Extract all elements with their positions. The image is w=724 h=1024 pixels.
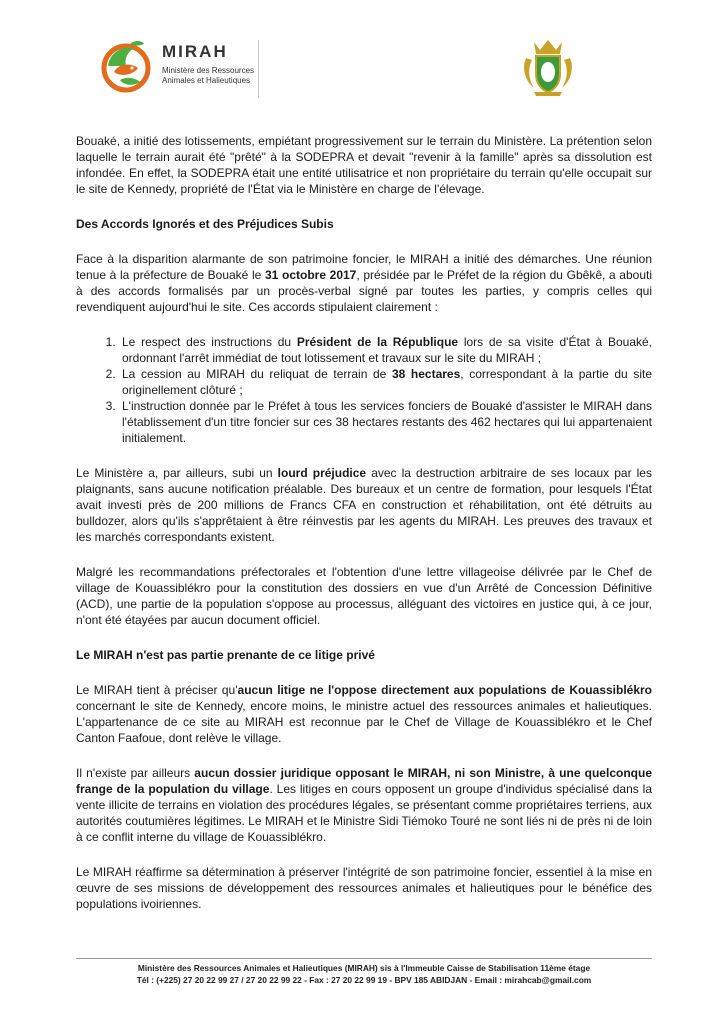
footer-contacts: Tél : (+225) 27 20 22 99 27 / 27 20 22 99 22 - Fax : 27 20 22 99 19 - BPV 185 ABIDJAN - Email : mirahcab@gmail.com bbox=[136, 975, 592, 985]
paragraph-6 bbox=[76, 765, 652, 845]
coat-of-arms-icon bbox=[516, 36, 580, 100]
document-body bbox=[76, 133, 652, 931]
emphasis: lourd préjudice bbox=[277, 466, 367, 480]
logo-name: MIRAH bbox=[162, 42, 228, 61]
text-span: , correspondant à la partie du site originellement clôturé ; bbox=[122, 367, 653, 397]
logo-subtitle-line-1: Ministère des Ressources bbox=[162, 66, 255, 75]
logo-subtitle bbox=[162, 66, 254, 86]
text-span: lors de sa visite d'État à Bouaké, ordonnant l'arrêt immédiat de tout lotissement et travaux sur le site du MIRAH ; bbox=[122, 335, 652, 365]
text-span: Face à la disparition alarmante de son patrimoine foncier, le MIRAH a initié des démarches. Une réunion tenue à la préfecture de Bouaké le bbox=[76, 252, 652, 282]
emphasis: Président de la République bbox=[296, 335, 459, 349]
logo-subtitle-line-2: Animales et Halieutiques bbox=[162, 76, 251, 85]
text-span: Le Ministère a, par ailleurs, subi un bbox=[76, 466, 278, 480]
paragraph-3 bbox=[76, 465, 652, 545]
text-span: La cession au MIRAH du reliquat de terrain de bbox=[122, 367, 392, 381]
letterhead bbox=[0, 0, 724, 115]
paragraph-7: Le MIRAH réaffirme sa détermination à préserver l'intégrité de son patrimoine foncier, essentiel à la mise en œuvre de ses missions de développement des ressources animales et halieutiques pour le bénéfice des populations ivoiriennes. bbox=[76, 865, 652, 911]
list-item bbox=[119, 334, 652, 366]
accords-list bbox=[76, 334, 652, 446]
emphasis: aucun dossier juridique opposant le MIRAH, ni son Ministre, à une quelconque frange de la population du village bbox=[76, 766, 652, 796]
section-heading-litige: Le MIRAH n'est pas partie prenante de ce litige privé bbox=[76, 648, 375, 662]
footer bbox=[76, 962, 652, 986]
text-span: . Les litiges en cours opposent un groupe d'individus spécialisé dans la vente illicite de terrains en violation des procédures légales, se présentant comme propriétaires terriens, aux autorités coutumières légitimes. Le MIRAH et le Ministre Sidi Tiémoko Touré ne sont liés ni de près ni de loin à ce conflit interne du village de Kouassiblékro. bbox=[76, 782, 653, 844]
text-span: , présidée par le Préfet de la région du Gbêkê, a abouti à des accords formalisés par un procès-verbal signé par toutes les parties, y compris celles qui revendiquent aujourd'hui le site. Ces accords stipulaient clairement : bbox=[76, 268, 652, 314]
emphasis: 38 hectares bbox=[391, 367, 461, 381]
text-span: concernant le site de Kennedy, encore moins, le ministre actuel des ressources animales et halieutiques. L'appartenance de ce site au MIRAH est reconnue par le Chef de Village de Kouassiblékro et le Chef Canton Faafoue, dont relève le village. bbox=[76, 699, 652, 745]
paragraph-1: Bouaké, a initié des lotissements, empiétant progressivement sur le terrain du Ministère. La prétention selon laquelle le terrain aurait été "prêté" à la SODEPRA et devait "revenir à la famille" après sa dissolution est infondée. En effet, la SODEPRA était une entité utilisatrice et non propriétaire du terrain qu'elle occupait sur le site de Kennedy, propriété de l'État via le Ministère en charge de l'élevage. bbox=[76, 134, 652, 196]
text-span: Le MIRAH tient à préciser qu' bbox=[76, 683, 238, 697]
paragraph-4: Malgré les recommandations préfectorales et l'obtention d'une lettre villageoise délivrée par le Chef de village de Kouassiblékro pour la constitution des dossiers en vue d'un Arrêté de Concession Définitive (ACD), une partie de la population s'oppose au processus, alléguant des victoires en justice qui, à ce jour, n'ont été étayées par aucun document officiel. bbox=[76, 565, 652, 627]
paragraph-2 bbox=[76, 251, 652, 315]
list-item bbox=[119, 366, 652, 398]
footer-divider bbox=[76, 958, 652, 959]
emphasis: aucun litige ne l'oppose directement aux populations de Kouassiblékro bbox=[237, 683, 653, 697]
text-span: Il n'existe par ailleurs bbox=[76, 766, 195, 780]
logo-divider bbox=[258, 40, 259, 98]
list-item: 3. L'instruction donnée par le Préfet à tous les services fonciers de Bouaké d'assister le MIRAH dans l'établissement d'un titre foncier sur ces 38 hectares restants des 462 hectares qui lui appartenaient initialement. bbox=[119, 398, 652, 446]
paragraph-5 bbox=[76, 682, 652, 746]
footer-address: Ministère des Ressources Animales et Halieutiques (MIRAH) sis à l'Immeuble Caisse de Stabilisation 11ème étage bbox=[137, 963, 591, 973]
section-heading-accords: Des Accords Ignorés et des Préjudices Subis bbox=[76, 217, 334, 231]
mirah-emblem-icon bbox=[100, 38, 156, 94]
text-span: Le respect des instructions du bbox=[122, 335, 297, 349]
mirah-logo bbox=[100, 38, 260, 102]
date-emphasis: 31 octobre 2017 bbox=[265, 268, 357, 282]
text-span: avec la destruction arbitraire de ses locaux par les plaignants, sans aucune notification préalable. Des bureaux et un centre de formation, pour lesquels l'État avait investi près de 200 millions de Francs CFA en construction et réhabilitation, ont été détruits au bulldozer, alors qu'ils s'apprêtaient à être réinvestis par les agents du MIRAH. Les preuves des travaux et les marchés correspondants existent. bbox=[76, 466, 652, 544]
